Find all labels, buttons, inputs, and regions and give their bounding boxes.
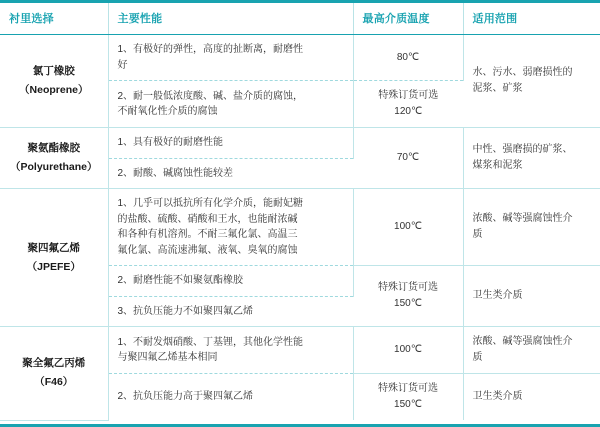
cell-properties: 1、有极好的弹性，高度的扯断离，耐磨性 好: [108, 35, 353, 81]
cell-max-temperature: 80℃: [353, 35, 463, 81]
cell-properties: 2、耐一般低浓度酸、碱、盐介质的腐蚀， 不耐氧化性介质的腐蚀: [108, 81, 353, 128]
cell-scope: 中性、强磨损的矿浆、 煤浆和泥浆: [463, 128, 600, 189]
table-row: [0, 189, 600, 266]
header-row: [0, 3, 600, 35]
table-body: [0, 35, 600, 421]
cell-lining-name: 氯丁橡胶 （Neoprene）: [0, 35, 108, 128]
column-header-lining: 衬里选择: [0, 3, 108, 35]
cell-max-temperature: 特殊订货可选 150℃: [353, 266, 463, 327]
cell-scope: 浓酸、碱等强腐蚀性介 质: [463, 189, 600, 266]
cell-lining-name: 聚氨酯橡胶 （Polyurethane）: [0, 128, 108, 189]
cell-max-temperature: 特殊订货可选 120℃: [353, 81, 463, 128]
cell-scope: 卫生类介质: [463, 266, 600, 327]
cell-max-temperature: 100℃: [353, 189, 463, 266]
cell-properties: 2、耐酸、碱腐蚀性能较差: [108, 158, 353, 189]
cell-lining-name: 聚四氟乙烯 （JPEFE）: [0, 189, 108, 327]
cell-lining-name: 聚全氟乙丙烯 （F46）: [0, 327, 108, 421]
cell-properties: 1、不耐发烟硝酸、丁基锂，其他化学性能 与聚四氟乙烯基本相同: [108, 327, 353, 374]
cell-max-temperature: 特殊订货可选 150℃: [353, 374, 463, 421]
cell-properties: 2、抗负压能力高于聚四氟乙烯: [108, 374, 353, 421]
cell-properties: 1、具有极好的耐磨性能: [108, 128, 353, 159]
column-header-properties: 主要性能: [108, 3, 353, 35]
table-row: [0, 327, 600, 374]
cell-properties: 2、耐磨性能不如聚氨酯橡胶: [108, 266, 353, 297]
cell-scope: 卫生类介质: [472, 391, 523, 402]
cell-scope: 水、污水、弱磨损性的 泥浆、矿浆: [463, 35, 600, 128]
lining-spec-table: [0, 3, 600, 421]
table-row: [0, 35, 600, 81]
table-header: [0, 3, 600, 35]
cell-properties: 1、几乎可以抵抗所有化学介质，能耐妃糖 的盐酸、硫酸、硝酸和王水，也能耐浓碱 和各种有机溶剂。不耐三氟化氯、高温三 氟化氯、高流速沸氟、液氧、臭氧的腐蚀: [108, 189, 353, 266]
column-header-scope: 适用范围: [463, 3, 600, 35]
cell-scope: 浓酸、碱等强腐蚀性介 质: [463, 327, 600, 374]
cell-properties: 3、抗负压能力不如聚四氟乙烯: [108, 296, 353, 327]
cell-max-temperature: 100℃: [353, 327, 463, 374]
column-header-max-temp: 最高介质温度: [353, 3, 463, 35]
cell-max-temperature: 70℃: [353, 128, 463, 189]
table-row: [0, 128, 600, 159]
